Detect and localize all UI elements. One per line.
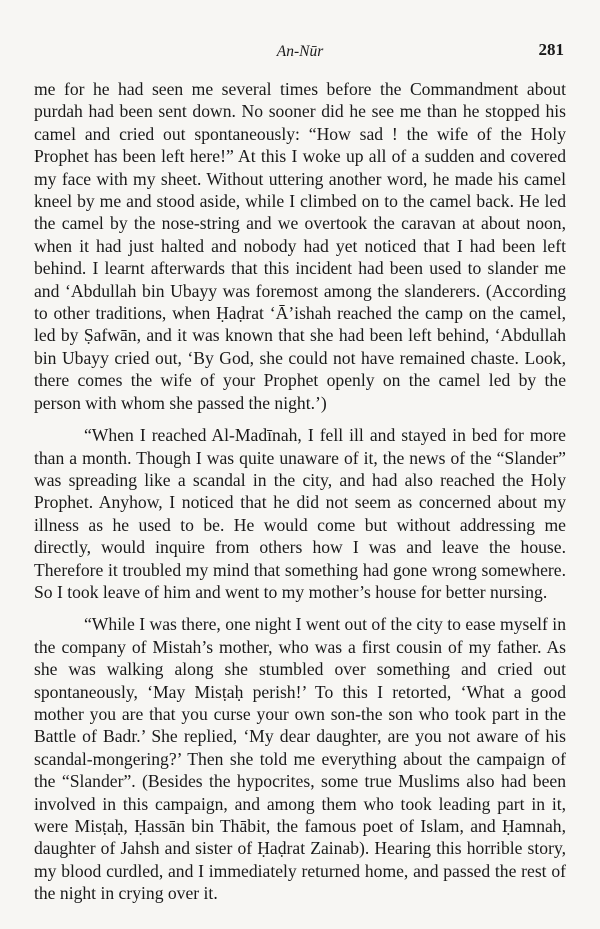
- running-header: [34, 40, 566, 64]
- body-text: [34, 78, 566, 915]
- running-title: An-Nūr: [276, 43, 324, 60]
- page-number: 281: [538, 40, 564, 59]
- paragraph-mistah: “While I was there, one night I went out of the city to ease myself in the company of Mistah’s mother, who was a first cousin of my father. As she was walking along she stumbled over something and cried out spontaneously, ‘May Misṭaḥ perish!’ To this I retorted, ‘What a good mother you are that you curse your own son-the son who took part in the Battle of Badr.’ She replied, ‘My dear daughter, are you not aware of his scandal-mongering?’ Then she told me everything about the campaign of the “Slander”. (Besides the hypocrites, some true Muslims also had been involved in this campaign, and among them who took leading part in it, were Misṭaḥ, Ḥassān bin Thābit, the famous poet of Islam, and Ḥamnah, daughter of Jahsh and sister of Ḥaḍrat Zainab). Hearing this horrible story, my blood curdled, and I immediately returned home, and passed the rest of the night in crying over it.: [34, 614, 566, 904]
- paragraph-madinah: “When I reached Al-Madīnah, I fell ill and stayed in bed for more than a month. Though I was quite unaware of it, the news of the “Slander” was spreading like a scandal in the city, and had also reached the Holy Prophet. Anyhow, I noticed that he did not seem as concerned about my illness as he used to be. He would come but without addressing me directly, would inquire from others how I was and leave the house. Therefore it troubled my mind that something had gone wrong somewhere. So I took leave of him and went to my mother’s house for better nursing.: [34, 425, 566, 602]
- paragraph-continuation: me for he had seen me several times before the Commandment about purdah had been sent down. No sooner did he see me than he stopped his camel and cried out spontaneously: “How sad ! the wife of the Holy Prophet has been left here!” At this I woke up all of a sudden and covered my face with my sheet. Without uttering another word, he made his camel kneel by me and stood aside, while I climbed on to the camel back. He led the camel by the nose-string and we overtook the caravan at about noon, when it had just halted and nobody had yet noticed that I had been left behind. I learnt afterwards that this incident had been used to slander me and ‘Abdullah bin Ubayy was foremost among the slanderers. (According to other traditions, when Ḥaḍrat ‘Ā’ishah reached the camp on the camel, led by Ṣafwān, and it was known that she had been left behind, ‘Abdullah bin Ubayy cried out, ‘By God, she could not have remained chaste. Look, there comes the wife of your Prophet openly on the camel led by the person with whom she passed the night.’): [34, 79, 566, 413]
